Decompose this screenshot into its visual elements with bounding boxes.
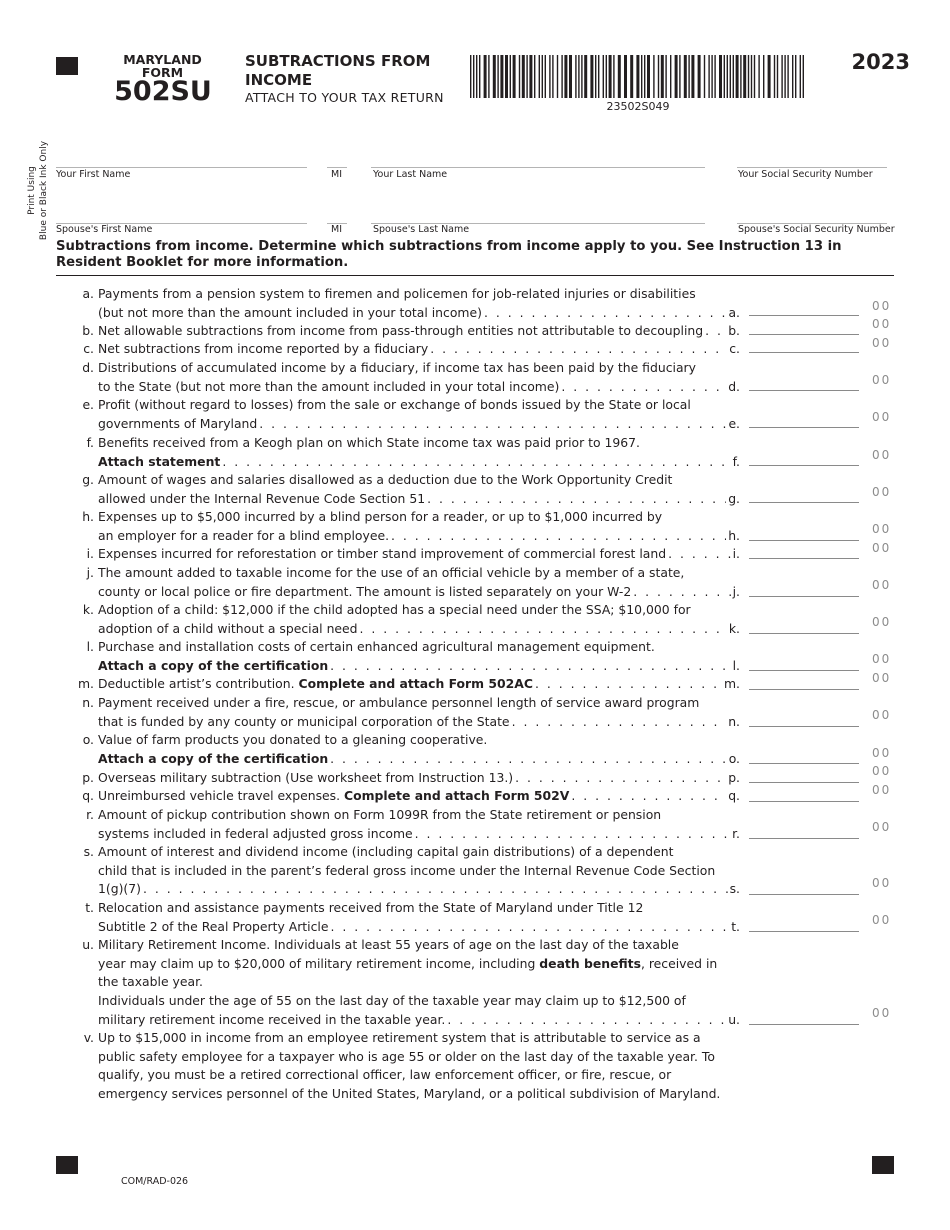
line-g <box>60 471 740 508</box>
line-letter: h. <box>82 509 94 524</box>
cents-c: 00 <box>872 336 892 350</box>
line-ref: m. <box>723 676 740 691</box>
line-text: Overseas military subtraction (Use worksheet from Instruction 13.) <box>98 770 514 785</box>
line-text-bold: Complete and attach Form 502V <box>344 788 570 803</box>
line-text-bold: Attach statement <box>98 453 221 469</box>
line-t <box>60 899 740 936</box>
cents-i: 00 <box>872 541 892 555</box>
line-text: (but not more than the amount included in your total income) <box>98 304 482 320</box>
line-text: to the State (but not more than the amount included in your total income) <box>98 378 560 394</box>
line-m <box>60 675 740 694</box>
line-ref: b. <box>728 323 740 338</box>
registration-mark-top-left <box>56 57 78 75</box>
line-ref: a. <box>728 304 740 320</box>
line-letter: n. <box>82 695 94 710</box>
line-text: Profit (without regard to losses) from the sale or exchange of bonds issued by the State or local <box>98 397 691 412</box>
line-v <box>60 1029 760 1104</box>
line-ref: k. <box>728 620 740 636</box>
amount-input-d[interactable] <box>749 390 859 391</box>
line-letter: d. <box>82 360 94 375</box>
line-text: Individuals under the age of 55 on the last day of the taxable year may claim up to $12,500 of <box>98 993 686 1009</box>
line-letter: q. <box>82 788 94 803</box>
amount-input-u[interactable] <box>749 1024 859 1025</box>
line-letter: r. <box>86 807 94 822</box>
line-ref: n. <box>728 713 740 729</box>
amount-input-q[interactable] <box>749 801 859 802</box>
last-name-label: Your Last Name <box>373 169 448 180</box>
amount-input-a[interactable] <box>749 315 859 316</box>
line-a <box>60 285 740 322</box>
line-c <box>60 340 740 359</box>
ssn-label: Your Social Security Number <box>738 169 873 180</box>
line-ref: j. <box>732 583 740 599</box>
spouse-first-name-label: Spouse's First Name <box>56 224 153 235</box>
line-text: Expenses up to $5,000 incurred by a blind person for a reader, or up to $1,000 incurred by <box>98 509 663 524</box>
line-ref: u. <box>728 1011 740 1027</box>
line-text: Payment received under a fire, rescue, or ambulance personnel length of service award program <box>98 695 700 710</box>
amount-input-k[interactable] <box>749 633 859 634</box>
form-state: MARYLAND <box>123 52 202 67</box>
line-text: year may claim up to $20,000 of military retirement income, including <box>98 955 540 971</box>
line-text: governments of Maryland <box>98 415 258 431</box>
line-ref: t. <box>731 918 740 934</box>
line-u <box>60 936 740 1030</box>
line-ref: c. <box>729 341 740 356</box>
form-title: SUBTRACTIONS FROM INCOME <box>245 52 431 89</box>
line-ref: f. <box>732 453 740 469</box>
line-letter: s. <box>83 844 94 859</box>
cents-j: 00 <box>872 578 892 592</box>
cents-s: 00 <box>872 876 892 890</box>
line-ref: p. <box>728 770 740 785</box>
mi-input[interactable] <box>327 167 347 168</box>
line-text: Military Retirement Income. Individuals at least 55 years of age on the last day of the taxable <box>98 937 679 952</box>
line-letter: c. <box>83 341 94 356</box>
ssn-input[interactable] <box>737 167 887 168</box>
form-code: COM/RAD-026 <box>121 1176 189 1187</box>
line-text: Up to $15,000 in income from an employee retirement system that is attributable to service as a <box>98 1030 701 1045</box>
line-letter: a. <box>82 286 94 301</box>
line-ref: g. <box>728 490 740 506</box>
cents-k: 00 <box>872 615 892 629</box>
line-ref: q. <box>728 788 740 803</box>
line-text: Amount of pickup contribution shown on Form 1099R from the State retirement or pension <box>98 807 662 822</box>
line-letter: i. <box>86 546 94 561</box>
barcode-number: 23502S049 <box>606 100 670 113</box>
amount-input-g[interactable] <box>749 502 859 503</box>
cents-f: 00 <box>872 448 892 462</box>
line-h <box>60 508 740 545</box>
line-text: qualify, you must be a retired correctional officer, law enforcement officer, or fire, rescue, or <box>98 1067 672 1083</box>
cents-o: 00 <box>872 746 892 760</box>
line-text: Benefits received from a Keogh plan on which State income tax was paid prior to 1967. <box>98 435 640 450</box>
cents-q: 00 <box>872 783 892 797</box>
line-ref: i. <box>732 546 740 561</box>
line-d <box>60 359 740 396</box>
mi-label: MI <box>331 169 342 180</box>
amount-input-c[interactable] <box>749 352 859 353</box>
form-number: 502SU <box>114 76 212 107</box>
line-text: systems included in federal adjusted gross income <box>98 825 413 841</box>
line-text: adoption of a child without a special need <box>98 620 358 636</box>
tax-year: 2023 <box>851 50 910 74</box>
line-letter: g. <box>82 472 94 487</box>
line-text: Subtitle 2 of the Real Property Article <box>98 918 329 934</box>
line-text-bold: death benefits <box>539 955 641 971</box>
barcode <box>470 55 806 98</box>
line-letter: m. <box>77 676 94 691</box>
amount-input-o[interactable] <box>749 763 859 764</box>
line-l <box>60 638 740 675</box>
amount-input-p[interactable] <box>749 782 859 783</box>
line-text-bold: Attach a copy of the certification <box>98 657 329 673</box>
line-letter: f. <box>86 435 94 450</box>
amount-input-l[interactable] <box>749 670 859 671</box>
line-text: an employer for a reader for a blind employee. <box>98 527 390 543</box>
line-letter: t. <box>85 900 94 915</box>
amount-input-e[interactable] <box>749 427 859 428</box>
line-text: Unreimbursed vehicle travel expenses. <box>98 788 345 803</box>
line-text: Relocation and assistance payments received from the State of Maryland under Title 12 <box>98 900 644 915</box>
cents-e: 00 <box>872 410 892 424</box>
line-q <box>60 787 740 806</box>
line-text: Amount of interest and dividend income (including capital gain distributions) of a dependent <box>98 844 674 859</box>
amount-input-s[interactable] <box>749 894 859 895</box>
cents-m: 00 <box>872 671 892 685</box>
cents-n: 00 <box>872 708 892 722</box>
line-text: public safety employee for a taxpayer who is age 55 or older on the last day of the taxable year. To <box>98 1048 715 1064</box>
line-letter: p. <box>82 770 94 785</box>
cents-h: 00 <box>872 522 892 536</box>
line-letter: e. <box>82 397 94 412</box>
spouse-mi-label: MI <box>331 224 342 235</box>
amount-input-n[interactable] <box>749 726 859 727</box>
line-s <box>60 843 740 899</box>
line-text-bold: Attach a copy of the certification <box>98 750 329 766</box>
cents-g: 00 <box>872 485 892 499</box>
amount-input-f[interactable] <box>749 465 859 466</box>
line-ref: d. <box>728 378 740 394</box>
ink-instruction <box>26 133 50 248</box>
line-o <box>60 731 740 768</box>
amount-input-b[interactable] <box>749 334 859 335</box>
line-text: Distributions of accumulated income by a fiduciary, if income tax has been paid by the fiduciary <box>98 360 696 375</box>
line-letter: j. <box>86 565 94 580</box>
amount-input-i[interactable] <box>749 558 859 559</box>
line-text: Deductible artist’s contribution. <box>98 676 299 691</box>
line-text-bold: Complete and attach Form 502AC <box>298 676 533 691</box>
amount-input-r[interactable] <box>749 838 859 839</box>
registration-mark-bottom-right <box>872 1156 894 1174</box>
line-text: that is funded by any county or municipal corporation of the State <box>98 713 510 729</box>
line-text: Purchase and installation costs of certain enhanced agricultural management equipment. <box>98 639 655 654</box>
line-i <box>60 545 740 564</box>
line-ref: o. <box>728 750 740 766</box>
line-ref: e. <box>728 415 740 431</box>
cents-a: 00 <box>872 299 892 313</box>
amount-input-m[interactable] <box>749 689 859 690</box>
line-ref: r. <box>732 825 740 841</box>
line-ref: h. <box>728 527 740 543</box>
spouse-ssn-label: Spouse's Social Security Number <box>738 224 895 235</box>
first-name-label: Your First Name <box>56 169 131 180</box>
line-p <box>60 769 740 788</box>
line-text: emergency services personnel of the United States, Maryland, or a political subdivision of Maryland. <box>98 1086 721 1102</box>
line-text: Net subtractions from income reported by a fiduciary <box>98 341 429 356</box>
line-text: 1(g)(7) <box>98 881 141 897</box>
line-j <box>60 564 740 601</box>
line-letter: v. <box>83 1030 94 1045</box>
line-text: The amount added to taxable income for the use of an official vehicle by a member of a state, <box>98 565 685 580</box>
line-text: Net allowable subtractions from income from pass-through entities not attributable to decoupling <box>98 323 704 338</box>
line-n <box>60 694 740 731</box>
line-text: county or local police or fire department. The amount is listed separately on your W-2 <box>98 583 632 599</box>
cents-u: 00 <box>872 1006 892 1020</box>
line-f <box>60 434 740 471</box>
line-text: Payments from a pension system to firemen and policemen for job-related injuries or disabilities <box>98 286 696 301</box>
cents-b: 00 <box>872 317 892 331</box>
cents-r: 00 <box>872 820 892 834</box>
line-ref: s. <box>729 881 740 897</box>
registration-mark-bottom-left <box>56 1156 78 1174</box>
cents-t: 00 <box>872 913 892 927</box>
cents-l: 00 <box>872 652 892 666</box>
divider <box>56 275 894 276</box>
cents-p: 00 <box>872 764 892 778</box>
spouse-last-name-label: Spouse's Last Name <box>373 224 470 235</box>
section-intro: Subtractions from income. Determine which subtractions from income apply to you. See Instruction 13 in Resident Booklet for more information. <box>56 239 842 270</box>
line-ref: l. <box>732 657 740 673</box>
line-text: Value of farm products you donated to a gleaning cooperative. <box>98 732 488 747</box>
cents-d: 00 <box>872 373 892 387</box>
line-letter: k. <box>82 602 94 617</box>
amount-input-j[interactable] <box>749 596 859 597</box>
line-letter: u. <box>82 937 94 952</box>
line-letter: l. <box>86 639 94 654</box>
line-r <box>60 806 740 843</box>
line-text: allowed under the Internal Revenue Code Section 51 <box>98 490 426 506</box>
form-subtitle: ATTACH TO YOUR TAX RETURN <box>245 90 444 105</box>
line-text: , received in <box>640 955 718 971</box>
line-k <box>60 601 740 638</box>
ink-instruction-line2: Blue or Black Ink Only <box>39 140 49 241</box>
line-text: Expenses incurred for reforestation or timber stand improvement of commercial forest land <box>98 546 667 561</box>
form-word: FORM <box>141 65 184 80</box>
ink-instruction-line1: Print Using <box>27 166 37 215</box>
line-text: the taxable year. <box>98 974 203 990</box>
first-name-input[interactable] <box>56 167 307 168</box>
line-letter: o. <box>82 732 94 747</box>
line-text: military retirement income received in the taxable year. <box>98 1011 446 1027</box>
line-text: Amount of wages and salaries disallowed as a deduction due to the Work Opportunity Credit <box>98 472 673 487</box>
last-name-input[interactable] <box>371 167 705 168</box>
line-b <box>60 322 740 341</box>
amount-input-t[interactable] <box>749 931 859 932</box>
line-text: child that is included in the parent’s federal gross income under the Internal Revenue Code Section <box>98 862 716 878</box>
line-e <box>60 396 740 433</box>
line-letter: b. <box>82 323 94 338</box>
amount-input-h[interactable] <box>749 540 859 541</box>
line-text: Adoption of a child: $12,000 if the child adopted has a special need under the SSA; $10,000 for <box>98 602 691 617</box>
